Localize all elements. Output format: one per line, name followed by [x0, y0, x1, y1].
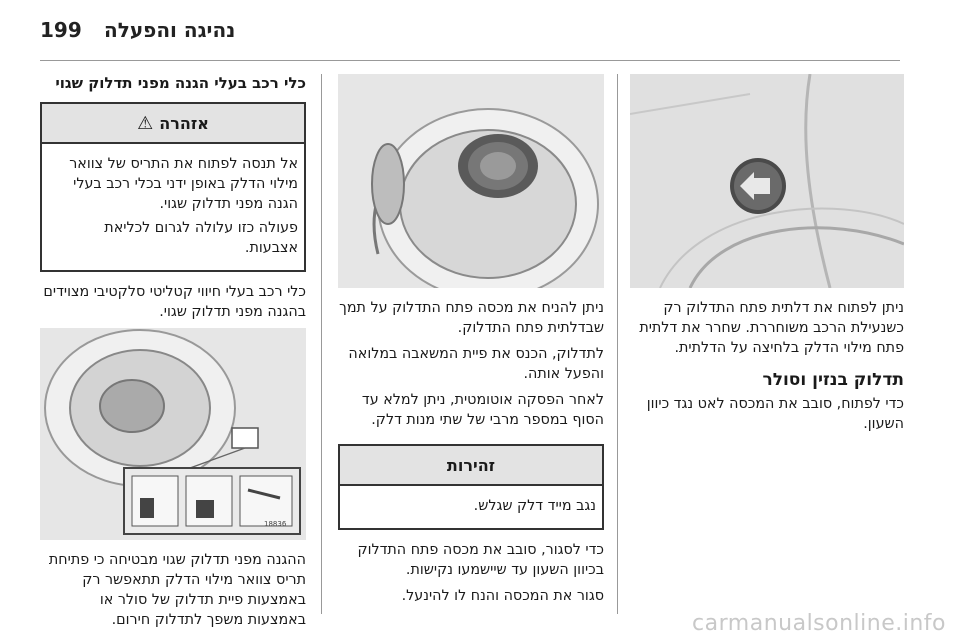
- intro-paragraph: ניתן לפתוח את דלתית פתח התדלוק רק כשנעילת הרכב משוחררת. שחרר את דלתית פתח מילוי הדלק בלחיצה על הדלתית.: [639, 300, 904, 356]
- warning-heading: אזהרה: [159, 113, 209, 133]
- right-column: [630, 74, 904, 440]
- misfuel-heading: כלי רכב בעלי הגנה מפני תדלוק שגוי: [55, 74, 306, 92]
- section-heading-fuel: תדלוק בנזין וסולר: [762, 370, 904, 390]
- caution-text: נגב מייד דלק שגלש.: [473, 498, 596, 514]
- warning-header: [42, 104, 304, 144]
- middle-column: [338, 74, 604, 612]
- fuel-cap-illustration: [338, 74, 604, 288]
- caution-box: [338, 444, 604, 530]
- insert-nozzle-paragraph: לתדלוק, הכנס את פיית המשאבה במלואה והפעל אותה.: [348, 346, 604, 382]
- close-cap-paragraph: כדי לסגור, סובב את מכסה פתח התדלוק בכיוון השעון עד שיישמעו נקישות.: [357, 542, 604, 578]
- warning-paragraph-2: פעולה כזו עלולה לגרום לכליאת אצבעות.: [104, 220, 298, 256]
- auto-stop-paragraph: לאחר הפסקה אוטומטית, ניתן למלא עד הסוף במספר מרבי של שתי מנות דלק.: [361, 392, 604, 428]
- warning-paragraph-1: אל תנסה לפתוח את התריס של צוואר מילוי הדלק באופן ידני בכלי רכב בעלי הגנה מפני תדלוק שגוי.: [69, 156, 298, 212]
- column-divider-right: [617, 74, 618, 614]
- column-divider-left: [321, 74, 322, 614]
- fuel-door-figure: [630, 74, 904, 288]
- warning-box: [40, 102, 306, 272]
- figure-code: 18836: [264, 520, 287, 528]
- misfuel-protection-paragraph: ההגנה מפני תדלוק שגוי מבטיחה כי פתיחת תריס צוואר מילוי הדלק תתאפשר רק באמצעות פיית תדלוק של סולר או באמצעות משפך לתדלוק חירום.: [48, 552, 306, 628]
- misfuel-illustration: [40, 328, 306, 540]
- fuel-cap-figure: [338, 74, 604, 288]
- left-column: [40, 74, 306, 636]
- misfuel-figure: [40, 328, 306, 540]
- watermark: carmanualsonline.info: [692, 611, 946, 636]
- scr-paragraph: כלי רכב בעלי חיווי קטליטי סלקטיבי מצוידים בהגנה מפני תדלוק שגוי.: [43, 284, 306, 320]
- caution-heading: זהירות: [340, 446, 602, 486]
- warning-triangle-icon: ⚠: [137, 112, 154, 134]
- page-header: [0, 14, 960, 54]
- chapter-title: נהיגה והפעלה: [104, 18, 236, 42]
- page-number: 199: [40, 18, 82, 42]
- open-cap-paragraph: כדי לפתוח, סובב את המכסה לאט נגד כיוון השעון.: [646, 396, 904, 432]
- fuel-door-illustration: [630, 74, 904, 288]
- lock-cap-paragraph: סגור את המכסה והנח לו להינעל.: [401, 588, 604, 604]
- header-rule: [40, 60, 900, 61]
- cap-holder-paragraph: ניתן להניח את מכסה פתח התדלוק על תמך שבדלתית פתח התדלוק.: [339, 300, 604, 336]
